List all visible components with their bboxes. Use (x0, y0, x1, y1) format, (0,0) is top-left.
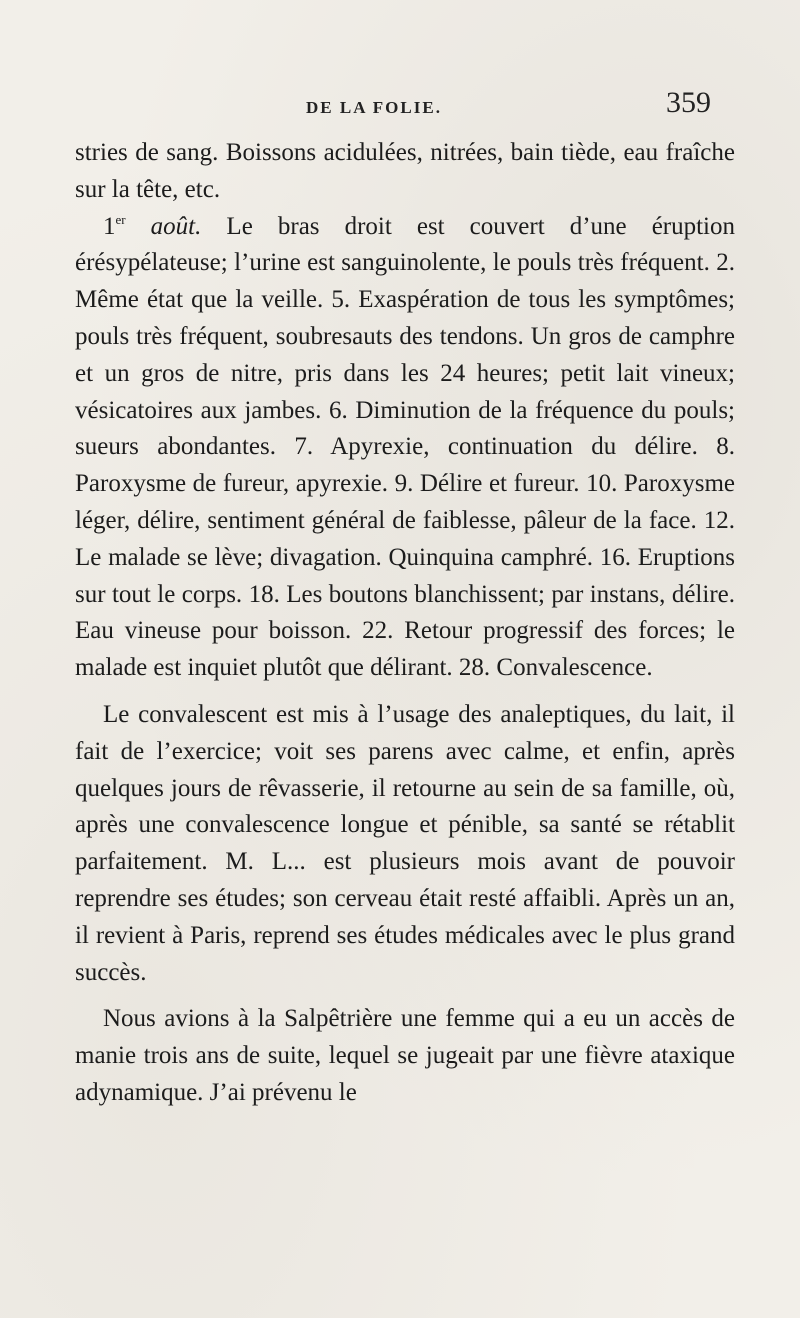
entry-date: août. (150, 212, 202, 240)
paragraph-continuation: stries de sang. Boissons acidulées, nitrées, bain tiède, eau fraîche sur la tête, etc. (75, 139, 735, 203)
entry-ordinal-suffix: er (115, 211, 126, 227)
paragraph-salpetriere: Nous avions à la Salpêtrière une femme qui a eu un accès de manie trois ans de suite, lequel se jugeait par une fièvre ataxique adynamique. J’ai prévenu le (75, 1005, 735, 1106)
page-number: 359 (666, 86, 711, 119)
paragraph-convalescence: Le convalescent est mis à l’usage des analeptiques, du lait, il fait de l’exercice; voit ses parens avec calme, et enfin, après quelques jours de rêvasserie, il retourne au sein de sa famille, où, après une convalescence longue et pénible, sa santé se rétablit parfaitement. M. L... est plusieurs mois avant de pouvoir reprendre ses études; son cerveau était resté affaibli. Après un an, il revient à Paris, reprend ses études médicales avec le plus grand succès. (75, 700, 735, 986)
paragraph-case-diary (75, 209, 735, 687)
entry-text: Le bras droit est couvert d’une éruption érésypélateuse; l’urine est sanguinolente, le pouls très fréquent. 2. Même état que la veille. 5. Exaspération de tous les symptômes; pouls très fréquent, soubresauts des tendons. Un gros de camphre et un gros de nitre, pris dans les 24 heures; petit lait vineux; vésicatoires aux jambes. 6. Diminution de la fréquence du pouls; sueurs abondantes. 7. Apyrexie, continuation du délire. 8. Paroxysme de fureur, apyrexie. 9. Délire et fureur. 10. Paroxysme léger, délire, sentiment général de faiblesse, pâleur de la face. 12. Le malade se lève; divagation. Quinquina camphré. 16. Eruptions sur tout le corps. 18. Les boutons blanchissent; par instans, délire. Eau vineuse pour boisson. 22. Retour progressif des forces; le malade est inquiet plutôt que délirant. 28. Convalescence. (75, 212, 736, 682)
entry-ordinal-number: 1 (103, 212, 116, 240)
running-head: DE LA FOLIE. (306, 98, 442, 117)
body-text (75, 135, 735, 1112)
